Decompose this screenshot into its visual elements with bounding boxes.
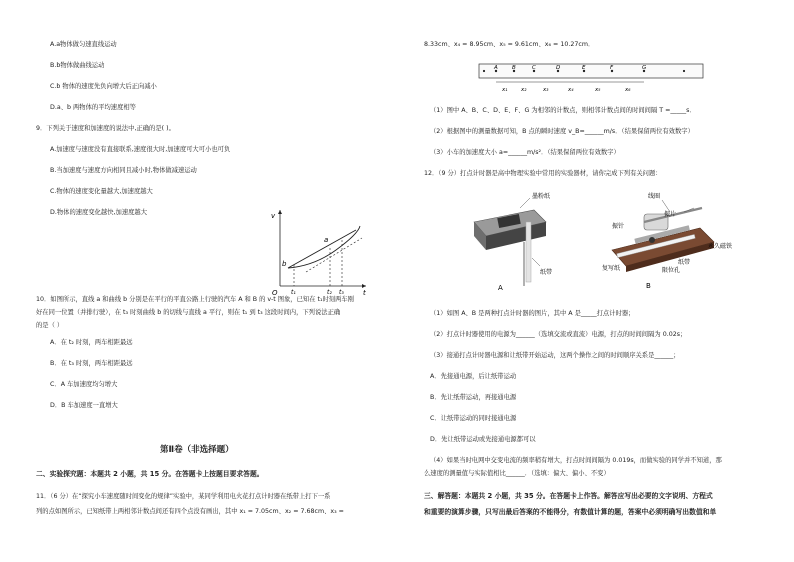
q10-line-2: 好在同一位置（并排行驶），在 t₃ 时刻曲线 b 的切线与直线 a 平行，则在 t₁ 到 t₃ 这段时间内，下列说法正确	[36, 309, 341, 316]
tape-segment-label: x₆	[625, 87, 631, 93]
tape-point-label: D	[556, 65, 561, 71]
label-needle: 振针	[612, 223, 625, 230]
label-coil: 线圈	[648, 193, 661, 200]
q12-part-4-line-2: 么速度的测量值与实际值相比______．（选填：偏大、偏小、不变）	[424, 470, 610, 477]
tape-segment-label: x₁	[502, 87, 508, 93]
figure-b-label: B	[646, 282, 651, 290]
paper-strip	[526, 222, 531, 282]
leader-line	[520, 198, 530, 208]
q9-stem: 9．下列关于速度和加速度的说法中,正确的是( )。	[36, 125, 175, 132]
tape-segment-label: x₄	[568, 87, 574, 93]
q8-option-c: C.b 物体的速度先负向增大后正向减小	[50, 83, 157, 90]
timer-figure-a	[464, 188, 584, 292]
v-axis-arrow	[278, 210, 282, 214]
q11-part-1: （1）图中 A、B、C、D、E、F、G 为相邻的计数点，则相邻计数点间的时间间隔 T =_____s．	[430, 107, 696, 114]
curve-b-label: b	[282, 260, 287, 268]
leader-line	[532, 258, 540, 266]
q10-option-b: B．在 t₃ 时刻，两车相距最远	[50, 360, 133, 367]
t-axis-label: t	[363, 289, 366, 297]
tape-point-label: C	[532, 65, 536, 71]
q12-part-3: （3）接通打点计时器电源和让纸带开始运动，这两个操作之间的时间顺序关系是______；	[430, 352, 680, 359]
tape-segment-label: x₃	[543, 87, 549, 93]
q12-option-d: D．先让纸带运动或先接通电源都可以	[430, 436, 536, 443]
label-tape-a: 纸带	[540, 269, 553, 276]
tape-segment-label: x₂	[521, 87, 527, 93]
t1-label: t₁	[291, 289, 296, 296]
q10-line-1: 10．如图所示，直线 a 和曲线 b 分别是在平行的平直公路上行驶的汽车 A 和 B 的 v-t 图象，已知在 t₁时刻两车刚	[36, 296, 354, 303]
tape-dot	[683, 70, 685, 72]
q11-part-2: （2）根据图中的测量数据可知，B 点的瞬时速度 v_B=______m/s．（结果保留两位有效数字）	[430, 128, 694, 135]
q12-option-b: B．先让纸带运动，再接通电源	[430, 394, 517, 401]
tangent-line	[306, 238, 362, 272]
section3-line-2: 和重要的演算步骤，只写出最后答案的不能得分，有数值计算的题，答案中必须明确写出数值和单	[424, 508, 717, 516]
tape-segment-label: x₅	[595, 87, 601, 93]
label-tape-b: 纸带	[678, 259, 691, 266]
q12-option-a: A．先接通电源，后让纸带运动	[430, 373, 517, 380]
section3-line-1: 三、解答题：本题共 2 小题，共 35 分。在答题卡上作答。解答应写出必要的文字说明、方程式	[424, 492, 713, 500]
carbon-disc	[649, 237, 655, 243]
q9-option-c: C.物体的速度变化量越大,加速度越大	[50, 188, 153, 195]
label-carbon-paper: 复写纸	[602, 265, 621, 272]
q10-line-3: 的是（ ）	[36, 322, 64, 329]
q12-part-2: （2）打点计时器使用的电源为______（选填交流或直流）电源，打点的时间间隔为 0.02s；	[430, 331, 687, 338]
tape-point-label: B	[512, 65, 516, 71]
q12-option-c: C．让纸带运动的同时接通电源	[430, 415, 517, 422]
v-axis-label: v	[271, 212, 276, 220]
q11-part-3: （3）小车的加速度大小 a=______m/s²．（结果保留两位有效数字）	[430, 149, 620, 156]
label-magnet: 永久磁铁	[708, 243, 733, 250]
label-toner-paper: 墨粉纸	[532, 193, 551, 200]
q11-line-1: 11．（6 分）在“探究小车速度随时间变化的规律”实验中，某同学利用电火花打点计时器在纸带上打下一系	[36, 493, 331, 500]
q9-option-a: A.加速度与速度没有直接联系,速度很大时,加速度可大可小也可负	[50, 146, 231, 153]
q12-stem: 12．（9 分）打点计时器是高中物理实验中常用的实验器材，请你完成下列有关问题：	[424, 170, 662, 177]
t-axis-arrow	[362, 284, 366, 288]
q12-part-4-line-1: （4）如果当时电网中交变电流的频率稍有增大，打点时间间隔为 0.019s，而做实验的同学并不知道，那	[430, 457, 722, 464]
q8-option-b: B.b物体做曲线运动	[50, 62, 105, 69]
q9-option-b: B.当加速度与速度方向相同且减小时,物体做减速运动	[50, 167, 197, 174]
line-a	[288, 230, 356, 268]
section2-heading: 二、实验探究题：本题共 2 小题，共 15 分。在答题卡上按题目要求答题。	[36, 470, 264, 478]
timer-figure-b	[604, 186, 744, 292]
q10-option-d: D．B 车加速度一直增大	[50, 402, 118, 409]
q10-option-c: C．A 车加速度均匀增大	[50, 381, 118, 388]
tape-point-label: G	[642, 65, 647, 71]
label-vibrating-piece: 振片	[664, 211, 677, 218]
part2-title: 第Ⅱ卷（非选择题）	[160, 445, 234, 455]
q8-option-a: A.a物体做匀速直线运动	[50, 41, 117, 48]
tape-point-label: E	[582, 65, 586, 71]
figure-a-label: A	[498, 284, 503, 292]
t3-label: t₃	[339, 289, 344, 296]
tape-point-label: A	[494, 65, 498, 71]
tape-point-label: F	[610, 65, 614, 71]
q11-cont: 8.33cm、x₄ = 8.95cm、x₅ = 9.61cm、x₆ = 10.27cm．	[424, 41, 595, 48]
line-a-label: a	[324, 236, 329, 244]
vt-graph	[266, 206, 370, 298]
tape-dot	[483, 70, 485, 72]
paper-tape-figure	[478, 60, 704, 94]
t2-label: t₂	[327, 289, 332, 296]
label-limit-hole: 限位孔	[662, 267, 681, 274]
q9-option-d: D.物体的速度变化越快,加速度越大	[50, 209, 148, 216]
q11-line-2: 列的点如图所示，已知纸带上两相邻计数点间还有四个点没有画出，其中 x₁ = 7.05cm、x₂ = 7.68cm、x₃ =	[36, 508, 344, 515]
origin-label: O	[272, 289, 278, 297]
q8-option-d: D.a、b 两物体的平均速度相等	[50, 104, 136, 111]
q12-part-1: （1）如图 A、B 是两种打点计时器的图片，其中 A 是_____打点计时器；	[430, 310, 635, 317]
q10-option-a: A．在 t₂ 时刻，两车相距最远	[50, 339, 133, 346]
